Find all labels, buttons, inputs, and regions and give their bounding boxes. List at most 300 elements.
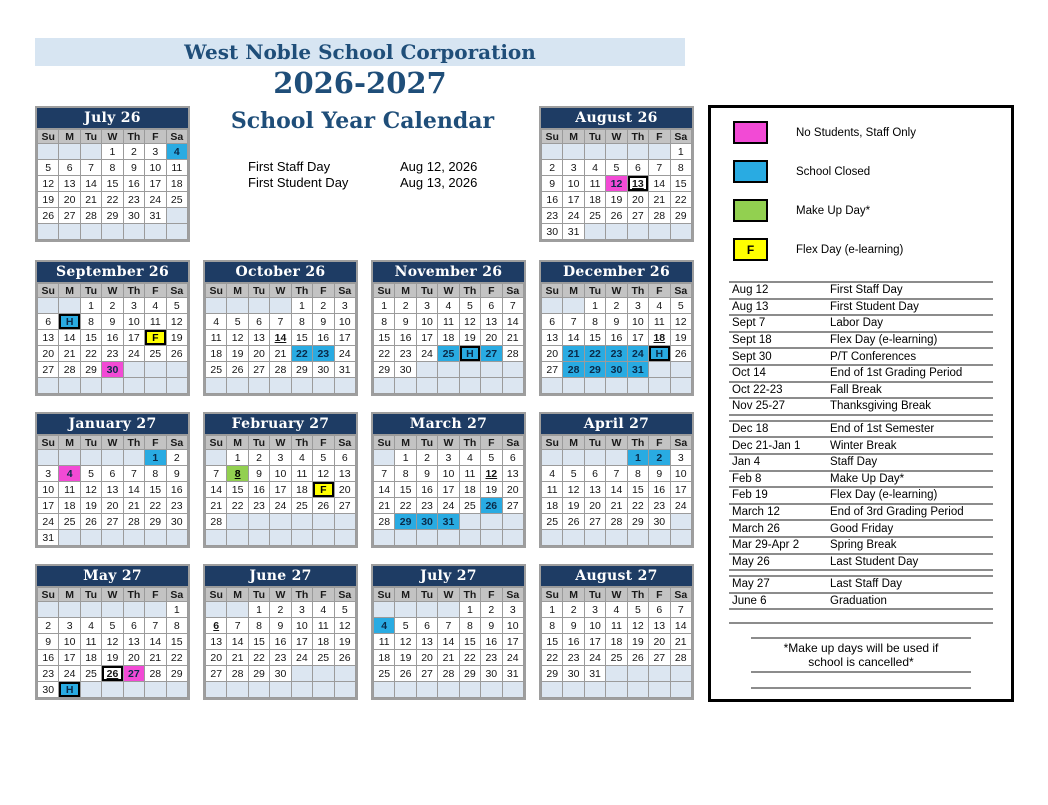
empty-cell (227, 378, 248, 394)
first-student-day-row (248, 174, 477, 190)
day-cell: 12 (38, 176, 59, 192)
weekday-header: F (649, 588, 670, 602)
day-cell: 23 (270, 650, 291, 666)
day-cell: 14 (670, 618, 691, 634)
month-title: August 26 (541, 108, 692, 129)
day-cell: 21 (123, 498, 144, 514)
event-row (729, 399, 993, 416)
day-cell: 20 (502, 482, 523, 498)
event-date: Oct 22-23 (732, 383, 783, 396)
weekday-header: M (59, 436, 80, 450)
day-cell: 28 (606, 514, 627, 530)
day-cell: 28 (80, 208, 101, 224)
empty-cell (606, 224, 627, 240)
weekday-header: Th (627, 588, 648, 602)
day-cell: 20 (123, 650, 144, 666)
weekday-header: F (313, 436, 334, 450)
day-cell: 22 (102, 192, 123, 208)
day-cell: 20 (38, 346, 59, 362)
first-days-info (248, 158, 477, 190)
empty-cell (80, 602, 101, 618)
day-cell: 23 (606, 346, 627, 362)
day-cell: 25 (374, 666, 395, 682)
day-cell: 6 (334, 450, 355, 466)
empty-cell (606, 666, 627, 682)
day-cell: 12 (227, 330, 248, 346)
event-name: Fall Break (830, 383, 882, 396)
day-cell: 11 (313, 618, 334, 634)
day-cell: 3 (145, 144, 166, 160)
weekday-header: F (145, 436, 166, 450)
empty-cell (206, 378, 227, 394)
day-cell: 15 (459, 634, 480, 650)
day-cell: 9 (416, 466, 437, 482)
day-cell: 22 (248, 650, 269, 666)
empty-cell (313, 378, 334, 394)
empty-cell (59, 144, 80, 160)
weekday-header: Th (459, 588, 480, 602)
day-cell: 30 (123, 208, 144, 224)
month-title: November 26 (373, 262, 524, 283)
day-cell: 21 (606, 498, 627, 514)
empty-cell (59, 530, 80, 546)
day-cell: 4 (584, 160, 605, 176)
event-date: Dec 18 (732, 423, 769, 436)
day-cell: 26 (334, 650, 355, 666)
day-cell: 29 (80, 362, 101, 378)
empty-cell (313, 530, 334, 546)
day-cell: 25 (59, 514, 80, 530)
empty-cell (227, 298, 248, 314)
day-cell: 1 (145, 450, 166, 466)
day-cell: 13 (334, 466, 355, 482)
day-cell: 3 (416, 298, 437, 314)
day-cell: 13 (123, 634, 144, 650)
day-cell: 27 (38, 362, 59, 378)
day-cell: 22 (627, 498, 648, 514)
weekday-header: Tu (80, 284, 101, 298)
empty-cell (416, 362, 437, 378)
weekday-header: Su (206, 588, 227, 602)
event-row (729, 366, 993, 383)
empty-cell (59, 602, 80, 618)
empty-cell (438, 530, 459, 546)
day-cell: 12 (102, 634, 123, 650)
weekday-header: W (606, 130, 627, 144)
day-cell: 16 (248, 482, 269, 498)
day-cell: 10 (416, 314, 437, 330)
empty-cell (627, 530, 648, 546)
event-date: Dec 21-Jan 1 (732, 439, 801, 452)
day-cell: 27 (542, 362, 563, 378)
day-cell: 15 (291, 330, 312, 346)
empty-cell (145, 682, 166, 698)
empty-cell (459, 362, 480, 378)
empty-cell (206, 298, 227, 314)
day-cell: 13 (584, 482, 605, 498)
day-cell: 26 (627, 650, 648, 666)
empty-cell (227, 530, 248, 546)
day-cell: 7 (123, 466, 144, 482)
day-cell: 29 (374, 362, 395, 378)
event-date: Aug 12 (732, 284, 769, 297)
empty-cell (416, 378, 437, 394)
day-cell: 15 (102, 176, 123, 192)
day-cell: 10 (123, 314, 144, 330)
empty-cell (38, 378, 59, 394)
weekday-header: Tu (416, 284, 437, 298)
day-cell: 5 (334, 602, 355, 618)
day-cell: 23 (563, 650, 584, 666)
day-cell: 1 (627, 450, 648, 466)
weekday-header: M (227, 284, 248, 298)
day-cell: 9 (649, 466, 670, 482)
empty-cell (166, 378, 187, 394)
day-cell: 9 (395, 314, 416, 330)
day-cell: 1 (102, 144, 123, 160)
day-cell: 1 (542, 602, 563, 618)
month-calendar-may-27 (35, 564, 190, 700)
day-cell: 13 (206, 634, 227, 650)
empty-cell (395, 682, 416, 698)
empty-cell (670, 514, 691, 530)
day-cell: 23 (248, 498, 269, 514)
day-cell: 17 (334, 330, 355, 346)
weekday-header: Su (38, 588, 59, 602)
empty-cell (227, 514, 248, 530)
empty-cell (227, 602, 248, 618)
weekday-header: W (270, 436, 291, 450)
weekday-header: Su (542, 130, 563, 144)
day-cell: 8 (459, 618, 480, 634)
empty-cell (270, 530, 291, 546)
empty-cell (145, 602, 166, 618)
legend-item (733, 199, 1011, 222)
first-student-day-value: Aug 13, 2026 (400, 174, 478, 190)
day-cell: 31 (438, 514, 459, 530)
day-cell: 14 (563, 330, 584, 346)
day-cell: 15 (227, 482, 248, 498)
month-calendar-april-27 (539, 412, 694, 548)
day-cell: 11 (59, 482, 80, 498)
event-name: First Staff Day (830, 284, 903, 297)
weekday-header: F (649, 284, 670, 298)
day-cell: 2 (563, 602, 584, 618)
day-cell: 21 (227, 650, 248, 666)
empty-cell (481, 530, 502, 546)
empty-cell (542, 530, 563, 546)
day-cell: 29 (291, 362, 312, 378)
weekday-header: Th (627, 130, 648, 144)
event-date: Mar 29-Apr 2 (732, 539, 800, 552)
day-cell: H (649, 346, 670, 362)
day-cell: 16 (395, 330, 416, 346)
day-cell: 31 (627, 362, 648, 378)
weekday-header: Su (374, 588, 395, 602)
day-cell: 24 (59, 666, 80, 682)
day-cell: 16 (270, 634, 291, 650)
calendar-subtitle: School Year Calendar (230, 108, 495, 134)
day-cell: 26 (102, 666, 123, 682)
empty-cell (80, 530, 101, 546)
day-cell: 28 (123, 514, 144, 530)
empty-cell (481, 362, 502, 378)
day-cell: 23 (313, 346, 334, 362)
event-date: May 26 (732, 555, 770, 568)
day-cell: 18 (166, 176, 187, 192)
event-name: Last Staff Day (830, 578, 903, 591)
day-cell: 6 (248, 314, 269, 330)
empty-cell (291, 378, 312, 394)
day-cell: 18 (313, 634, 334, 650)
event-row (729, 577, 993, 594)
day-cell: 8 (248, 618, 269, 634)
day-cell: 30 (606, 362, 627, 378)
day-cell: 9 (166, 466, 187, 482)
day-cell: 17 (291, 634, 312, 650)
event-row (729, 422, 993, 439)
weekday-header: Sa (502, 588, 523, 602)
empty-cell (270, 682, 291, 698)
day-cell: 5 (395, 618, 416, 634)
makeup-note-line2: school is cancelled* (808, 655, 914, 670)
day-cell: 12 (395, 634, 416, 650)
empty-cell (123, 530, 144, 546)
weekday-header: Su (38, 130, 59, 144)
day-cell: 16 (38, 650, 59, 666)
event-row (729, 333, 993, 350)
day-cell: 26 (38, 208, 59, 224)
day-cell: 2 (270, 602, 291, 618)
right-panel (708, 105, 1014, 702)
day-cell: 10 (627, 314, 648, 330)
day-cell: 18 (291, 482, 312, 498)
day-cell: 16 (313, 330, 334, 346)
day-cell: 28 (502, 346, 523, 362)
day-cell: 7 (563, 314, 584, 330)
day-cell: 15 (145, 482, 166, 498)
day-cell: 9 (563, 618, 584, 634)
day-cell: 15 (627, 482, 648, 498)
month-calendar-november-26 (371, 260, 526, 396)
day-cell: 9 (102, 314, 123, 330)
month-title: March 27 (373, 414, 524, 435)
event-row (729, 594, 993, 611)
day-cell: 29 (584, 362, 605, 378)
day-cell: 31 (502, 666, 523, 682)
empty-cell (123, 682, 144, 698)
empty-cell (438, 602, 459, 618)
day-cell: 25 (206, 362, 227, 378)
empty-cell (145, 362, 166, 378)
weekday-header: Tu (584, 436, 605, 450)
empty-cell (80, 682, 101, 698)
empty-cell (248, 682, 269, 698)
day-cell: 27 (627, 208, 648, 224)
day-cell: 24 (270, 498, 291, 514)
day-cell: 8 (542, 618, 563, 634)
day-cell: 16 (542, 192, 563, 208)
weekday-header: M (227, 588, 248, 602)
empty-cell (270, 378, 291, 394)
day-cell: 16 (606, 330, 627, 346)
day-cell: 10 (334, 314, 355, 330)
empty-cell (416, 530, 437, 546)
day-cell: 15 (374, 330, 395, 346)
weekday-header: Tu (248, 436, 269, 450)
day-cell: 25 (166, 192, 187, 208)
event-name: Flex Day (e-learning) (830, 489, 938, 502)
day-cell: 11 (145, 314, 166, 330)
day-cell: 11 (606, 618, 627, 634)
event-date: Oct 14 (732, 367, 766, 380)
weekday-header: Th (291, 284, 312, 298)
day-cell: 23 (166, 498, 187, 514)
month-title: June 27 (205, 566, 356, 587)
day-cell: 23 (123, 192, 144, 208)
empty-cell (438, 362, 459, 378)
day-cell: 25 (606, 650, 627, 666)
day-cell: 2 (248, 450, 269, 466)
day-cell: 8 (102, 160, 123, 176)
day-cell: 28 (670, 650, 691, 666)
day-cell: 7 (206, 466, 227, 482)
day-cell: 30 (166, 514, 187, 530)
day-cell: 19 (227, 346, 248, 362)
day-cell: 25 (291, 498, 312, 514)
day-cell: 14 (502, 314, 523, 330)
day-cell: 8 (374, 314, 395, 330)
day-cell: 30 (395, 362, 416, 378)
day-cell: 29 (145, 514, 166, 530)
weekday-header: Th (291, 436, 312, 450)
empty-cell (313, 666, 334, 682)
day-cell: 21 (502, 330, 523, 346)
school-name-banner (35, 38, 685, 66)
event-date: Sept 30 (732, 350, 772, 363)
day-cell: 24 (123, 346, 144, 362)
event-row (729, 283, 993, 300)
day-cell: 31 (584, 666, 605, 682)
event-name: Thanksgiving Break (830, 400, 931, 413)
empty-cell (542, 298, 563, 314)
day-cell: 31 (563, 224, 584, 240)
empty-cell (313, 682, 334, 698)
day-cell: 12 (481, 466, 502, 482)
event-date: Feb 19 (732, 489, 768, 502)
day-cell: 13 (416, 634, 437, 650)
day-cell: 15 (395, 482, 416, 498)
month-title: January 27 (37, 414, 188, 435)
day-cell: 10 (270, 466, 291, 482)
empty-cell (145, 224, 166, 240)
day-cell: 30 (649, 514, 670, 530)
day-cell: 1 (166, 602, 187, 618)
day-cell: 5 (227, 314, 248, 330)
day-cell: 19 (606, 192, 627, 208)
weekday-header: Su (38, 284, 59, 298)
empty-cell (563, 144, 584, 160)
day-cell: 5 (670, 298, 691, 314)
day-cell: 29 (102, 208, 123, 224)
event-name: End of 1st Grading Period (830, 367, 963, 380)
day-cell: 29 (459, 666, 480, 682)
legend-label: Make Up Day* (796, 204, 871, 217)
month-title: April 27 (541, 414, 692, 435)
day-cell: 11 (542, 482, 563, 498)
day-cell: 9 (248, 466, 269, 482)
weekday-header: M (395, 588, 416, 602)
weekday-header: Sa (166, 436, 187, 450)
empty-cell (606, 530, 627, 546)
day-cell: 14 (59, 330, 80, 346)
day-cell: 15 (670, 176, 691, 192)
month-calendar-august-27 (539, 564, 694, 700)
day-cell: 20 (416, 650, 437, 666)
day-cell: 2 (123, 144, 144, 160)
day-cell: 9 (606, 314, 627, 330)
day-cell: 5 (80, 466, 101, 482)
day-cell: 4 (166, 144, 187, 160)
day-cell: 18 (459, 482, 480, 498)
day-cell: 20 (481, 330, 502, 346)
weekday-header: Su (38, 436, 59, 450)
empty-cell (38, 450, 59, 466)
day-cell: 1 (584, 298, 605, 314)
day-cell: 6 (416, 618, 437, 634)
event-name: Winter Break (830, 439, 897, 452)
empty-cell (313, 514, 334, 530)
weekday-header: M (227, 436, 248, 450)
event-date: March 26 (732, 522, 780, 535)
day-cell: 11 (459, 466, 480, 482)
day-cell: 9 (313, 314, 334, 330)
empty-cell (102, 450, 123, 466)
day-cell: 3 (627, 298, 648, 314)
weekday-header: Sa (334, 588, 355, 602)
day-cell: 1 (80, 298, 101, 314)
empty-cell (563, 682, 584, 698)
empty-cell (563, 450, 584, 466)
empty-cell (374, 602, 395, 618)
empty-cell (459, 378, 480, 394)
day-cell: 11 (166, 160, 187, 176)
empty-cell (270, 298, 291, 314)
empty-cell (123, 378, 144, 394)
empty-cell (395, 602, 416, 618)
day-cell: 29 (248, 666, 269, 682)
event-name: Flex Day (e-learning) (830, 334, 938, 347)
day-cell: 23 (542, 208, 563, 224)
day-cell: 23 (395, 346, 416, 362)
day-cell: 3 (670, 450, 691, 466)
empty-cell (416, 682, 437, 698)
weekday-header: Sa (502, 284, 523, 298)
day-cell: 14 (438, 634, 459, 650)
empty-cell (606, 682, 627, 698)
empty-cell (584, 530, 605, 546)
day-cell: 4 (374, 618, 395, 634)
day-cell: 20 (334, 482, 355, 498)
empty-cell (502, 362, 523, 378)
empty-cell (38, 224, 59, 240)
day-cell: 21 (270, 346, 291, 362)
day-cell: 19 (670, 330, 691, 346)
day-cell: 22 (584, 346, 605, 362)
day-cell: 10 (438, 466, 459, 482)
day-cell: 22 (459, 650, 480, 666)
day-cell: 30 (563, 666, 584, 682)
